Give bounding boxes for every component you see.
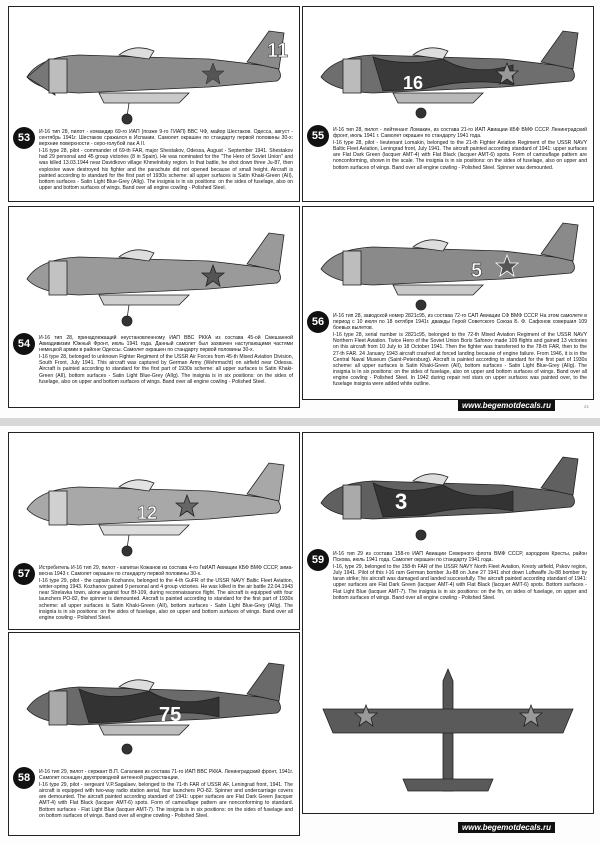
profile-number-badge: 58 (13, 767, 35, 789)
caption-ru: И-16 тип 28, заводской номер 2821c95, из состава 72-го САП Авиации СФ ВМФ СССР. На этом самолете в период с 10 июля по 18 октября 1941г. дважды Герой Советского Союза Б. Ф. Сафонов совершил 109 боевых вылетов. (333, 313, 587, 332)
profile-panel-56 (302, 206, 594, 400)
caption-ru: И-16 тип 28, принадлежащий неустановленному ИАП ВВС РККА из состава 45-ой Смешанной Авиадивизии Южный Фронт, июль 1941 года. Данный самолет был захвачен наступающими частями немецкой армии в районе Одессы. Самолет окрашен по стандарту первой половины 30-х. (39, 335, 293, 354)
tail-number: 16 (403, 73, 424, 93)
caption-text (39, 129, 293, 192)
profile-number-badge: 56 (307, 311, 329, 333)
caption-ru: И-16 тип 29 из состава 158-го ИАП Авиации Северного флота ВМФ СССР, аэродром Кресты, район Пскова, июль 1941 года. Самолет окрашен по стандарту 1941 года. (333, 551, 587, 564)
profile-panel-54 (8, 206, 300, 408)
caption-en: I-16 type 28, pilot - lieutenant Lomakin, belonged to the 21-th Fighter Aviation Regiment of the USSR NAVY Baltic Fleet Aviation, Leningrad front, July 1941. The aircraft painted according standard of 1941: upper surfaces are Flat Dark Green (lacquer AMT-4) with Flat Black (lacquer AMT-6) spots. Form of camouflage pattern are nonconforming, shown in the scale. The insignia is in six positions: on the sides of fuselage, also on upper and bottom surfaces of wings. Band over all engine cowling - Polished Steel. Spinner was demounted. (333, 140, 587, 171)
tail-number: 75 (159, 704, 182, 726)
decal-sheet-page-top (0, 0, 600, 418)
aircraft-side-profile-55 (303, 7, 593, 125)
profile-number-badge: 54 (13, 333, 35, 355)
aircraft-side-profile-58 (9, 633, 299, 767)
caption-ru: И-16 тип 28, пилот - лейтенант Ломакин, из состава 21-го ИАП Авиации КБФ ВМФ СССР. Ленинградский фронт, июль 1941 г. Самолет окрашен по стандарту 1941 года. (333, 127, 587, 140)
profile-panel-57 (8, 432, 300, 630)
caption-en: I-16 type 28, pilot - commander of 69-th FAR, major Shestakov, Odessa, August - September 1941. Shestakov had 29 personal and 45 group victories (8 in Spain). He was nominated for the "The Hero of Soviet Union" and was killed 13.03.1944 near Davidkovo village Khmelnitsky region. In that battle, he shot down three Ju-87, then explosive wave destroyed his fighter and the parachute did not opened because of small height. Aircraft is painted according to standard for the first part of 1930s scheme: all upper surfaces is Satin Khaki-Green (AII), bottom surfaces - Satin Light Blue-Grey (AIIg). The insignia is in six positions: on the sides of fuselage, also on upper and bottom surfaces of wings. Band over all engine cowling - Polished Steel. (39, 148, 293, 191)
profile-number-badge: 57 (13, 563, 35, 585)
caption-ru: И-16 тип 29, пилот - сержант В.П. Сагалаев из состава 71-го ИАП ВВС РККА. Ленинградский фронт, 1941г. Самолет оснащен двухпроводной антенной радиостанции. (39, 769, 293, 782)
caption-text (39, 769, 293, 820)
decal-sheet-page-bottom (0, 426, 600, 844)
caption-en: I-16 type 29, pilot - the captain Kozhanov, belonged to the 4-th GuFR of the USSR NAVY Baltic Fleet Aviation, winter-spring 1943. Kozhanov gained 9 personal and 4 group victories. He was killed in the air battle 22.04.1943 near Strelavka town, alone against four Bf-109, during reconnaissance flight. The aircraft is equipped with four launchers PO-82, the spinner is demounted. Aircraft is painted according to standard for the first part of 1930s scheme: all upper surfaces is Satin Khaki-Green (AII), bottom surfaces - Satin Light Blue-Grey (AIIg). The insignia is in six positions: on the sides of fuselage, also on upper and bottom surfaces of wings. Band over all engine cowling - Polished Steel. (39, 578, 293, 621)
aircraft-side-profile-54 (9, 207, 299, 335)
tail-number: 12 (137, 503, 158, 523)
profile-panel-58 (8, 632, 300, 836)
profile-panel-55 (302, 6, 594, 202)
aircraft-side-profile-57 (9, 433, 299, 565)
caption-en: I-16 type 28, serial number is 2821c95, belonged to the 72-th Mixed Aviation Regiment of the USSR NAVY Northern Fleet Aviation. Twice Hero of the Soviet Union Boris Safonov made 109 flights and gained 13 victories on this aircraft from 10 July to 18 October 1941. Then the fighter was transferred to the 78-th FAR, then to the 27-th FAR. 24 January 1943 aircraft crashed at forced landing because of engine failure. From 1946, it is in the Central Naval Museum (Saint-Petersburg). Aircraft is painted according to standard for the first part of 1930s scheme: all upper surfaces is Satin Khaki-Green (AII), bottom surfaces - Satin Light Blue-Grey (AIIg). The insignia is in six positions: on the sides of fuselage, also on upper and bottom surfaces of wings. Band over all engine cowling - Polished Steel. In 1942 during repair red stars on upper surfaces was painted over, to the fuselage insignia were added white outline. (333, 332, 587, 388)
caption-en: I-16, type 29, belonged to the 158-th FAR of the USSR NAVY North Fleet Aviation, Kresty airfield, Pskov region, July 1941. Pilot of this I-16 ram German bomber Ju-88 on June 27 1941 shot down Luftwaffe Ju-88 bomber by taran strike; his aircraft was damaged and landed successfully. The aircraft painted according standard of 1941: upper surfaces are Flat Dark Green (lacquer AMT-4) with Flat Black (lacquer AMT-6) spots. Bottom surfaces - Flat Light Blue (lacquer AMT-7). The insignia is in six positions: on the fin, on sides of fuselage, on upper and bottom surfaces of wings. Band over all engine cowling - Polished Steel. (333, 564, 587, 601)
aircraft-side-profile-53 (9, 7, 299, 127)
caption-text (333, 127, 587, 172)
page-gap (0, 418, 600, 426)
aircraft-top-bottom-view-59 (303, 661, 593, 811)
page-number: 23 (584, 404, 589, 409)
website-url: www.begemotdecals.ru (458, 822, 555, 833)
profile-panel-53 (8, 6, 300, 202)
caption-text (39, 565, 293, 622)
tail-number: 5 (471, 260, 483, 282)
profile-panel-59 (302, 432, 594, 814)
caption-en: I-16 type 29, pilot - sergeant V.P.Sagalaev, belonged to the 71-th FAR of USSR AF, Leningrad front, 1941. The aircraft is equipped with two-way radio station aerial, four launchers PO-82. Spinner and undercarriage covers are demounted. The aircraft painted according standard of 1941: upper surfaces are Flat Dark Green (lacquer AMT-4) with Flat Black (lacquer AMT-6) spots. Form of camouflage pattern are nonconforming to standard. Bottom surfaces - Flat Light Blue (lacquer AMT-7). The insignia is in six positions: on the sides of fuselage and on bottom surfaces of wings. Band over all engine cowling - Polished Steel. (39, 782, 293, 819)
aircraft-side-profile-59 (303, 433, 593, 549)
aircraft-side-profile-56 (303, 207, 593, 311)
caption-ru: Истребитель И-16 тип 29, пилот - капитан Кожанов из состава 4-го ГвИАП Авиации КБФ ВМФ СССР, зима-весна 1943 г. Самолет окрашен по стандарту первой половины 30-х. (39, 565, 293, 578)
profile-number-badge: 55 (307, 125, 329, 147)
caption-text (333, 551, 587, 602)
tail-number: 3 (395, 489, 408, 514)
profile-number-badge: 53 (13, 127, 35, 149)
caption-ru: И-16 тип 28, пилот - командир 69-го ИАП (позже 9-го ГИАП) ВВС ЧФ, майор Шестаков. Одесса, август - сентябрь 1941г. Шестаков сражался в Испании. Самолет окрашен по стандарту первой половины 30-х: верхние поверхности - серо-голубой лак А II. (39, 129, 293, 148)
website-url: www.begemotdecals.ru (458, 400, 555, 411)
profile-number-badge: 59 (307, 549, 329, 571)
caption-text (39, 335, 293, 386)
tail-number: 11 (267, 40, 289, 62)
caption-text (333, 313, 587, 388)
caption-en: I-16 type 28, belonged to unknown Fighter Regiment of the USSR Air Forces from 45-th Mixed Aviation Division, South Front, July 1941. This aircraft was captured by German Army (Wehrmacht) on airfield near Odessa. Aircraft is painted according to standard for the first part of 1930s scheme: all upper surfaces is Satin Khaki-Green (AII), bottom surfaces - Satin Light Blue-Grey (AIIg). The insignia is in six positions: on the sides of fuselage, also on upper and bottom surfaces of wings. Band over all engine cowling - Polished Steel. (39, 354, 293, 385)
